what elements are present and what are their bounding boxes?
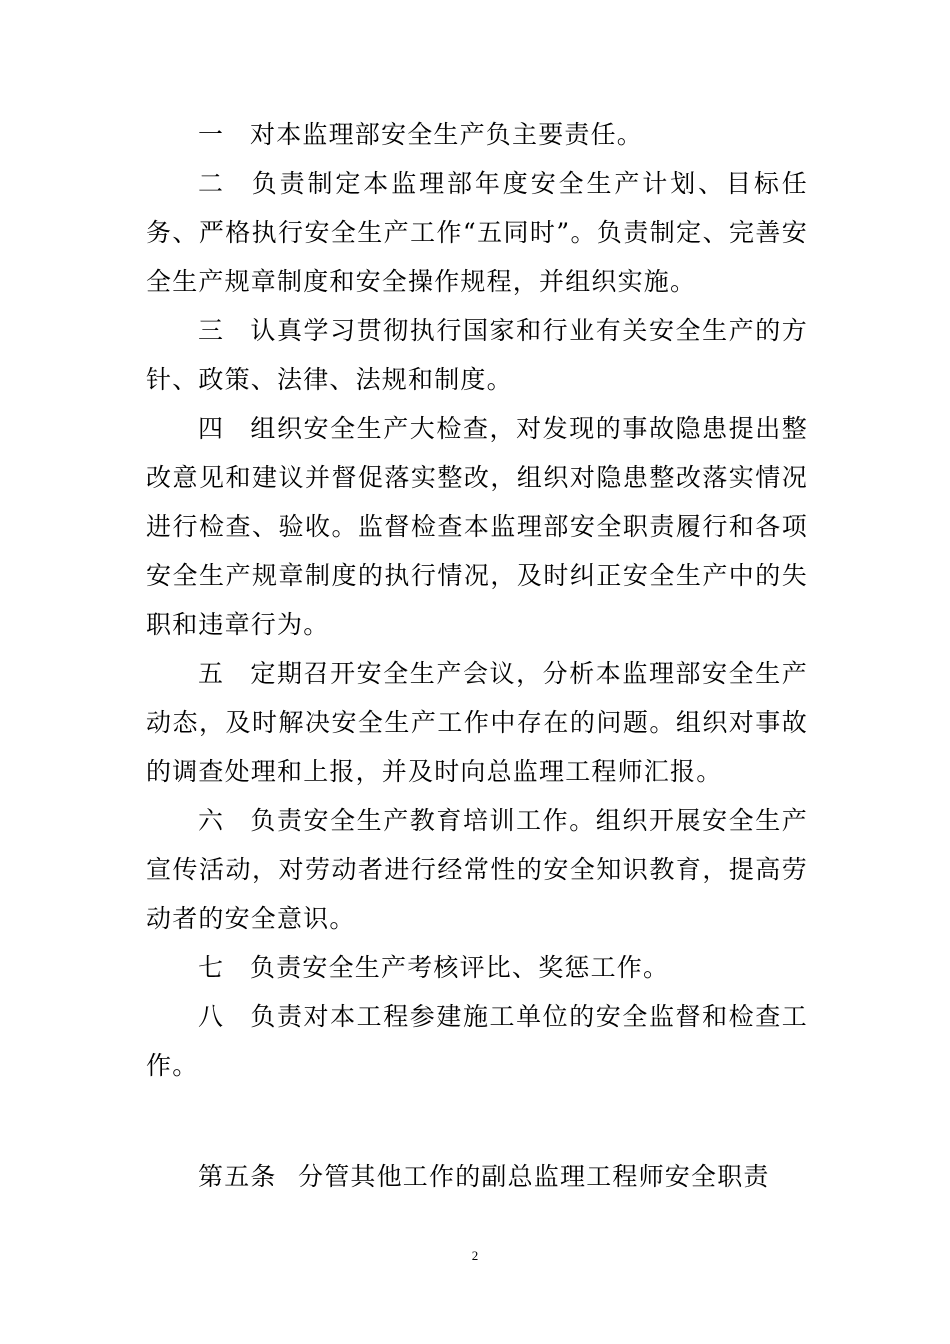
article-label: 第五条 [198,1162,277,1191]
duty-item-number: 五 [198,659,225,688]
duty-item-text: 组织安全生产大检查，对发现的事故隐患提出整改意见和建议并督促落实整改，组织对隐患整改落实情况进行检查、验收。监督检查本监理部安全职责履行和各项安全生产规章制度的执行情况，及时纠正安全生产中的失职和违章行为。 [146,414,808,639]
duty-item-5 [146,649,808,796]
duty-item-8 [146,992,808,1090]
article-title: 分管其他工作的副总监理工程师安全职责 [298,1162,770,1191]
duty-item-text: 定期召开安全生产会议，分析本监理部安全生产动态，及时解决安全生产工作中存在的问题。组织对事故的调查处理和上报，并及时向总监理工程师汇报。 [146,659,808,786]
duty-item-text: 负责对本工程参建施工单位的安全监督和检查工作。 [146,1002,808,1080]
duty-item-text: 负责制定本监理部年度安全生产计划、目标任务、严格执行安全生产工作“五同时”。负责制定、完善安全生产规章制度和安全操作规程，并组织实施。 [146,169,808,296]
duty-item-number: 三 [198,316,225,345]
duty-item-number: 二 [198,169,225,198]
duty-item-number: 一 [198,120,225,149]
duty-item-text: 对本监理部安全生产负主要责任。 [250,120,644,149]
duty-item-2 [146,159,808,306]
page-number: 2 [471,1248,479,1263]
duty-item-6 [146,796,808,943]
duty-item-7 [146,943,808,992]
article-heading [198,1152,770,1201]
duty-item-1 [146,110,808,159]
duty-item-3 [146,306,808,404]
duty-item-4 [146,404,808,649]
duty-item-number: 七 [198,953,225,982]
duty-item-text: 负责安全生产考核评比、奖惩工作。 [250,953,670,982]
duty-item-text: 负责安全生产教育培训工作。组织开展安全生产宣传活动，对劳动者进行经常性的安全知识教育，提高劳动者的安全意识。 [146,806,808,933]
duty-item-number: 六 [198,806,225,835]
duty-item-number: 四 [198,414,225,443]
duty-list [146,110,808,1090]
duty-item-text: 认真学习贯彻执行国家和行业有关安全生产的方针、政策、法律、法规和制度。 [146,316,808,394]
duty-item-number: 八 [198,1002,225,1031]
